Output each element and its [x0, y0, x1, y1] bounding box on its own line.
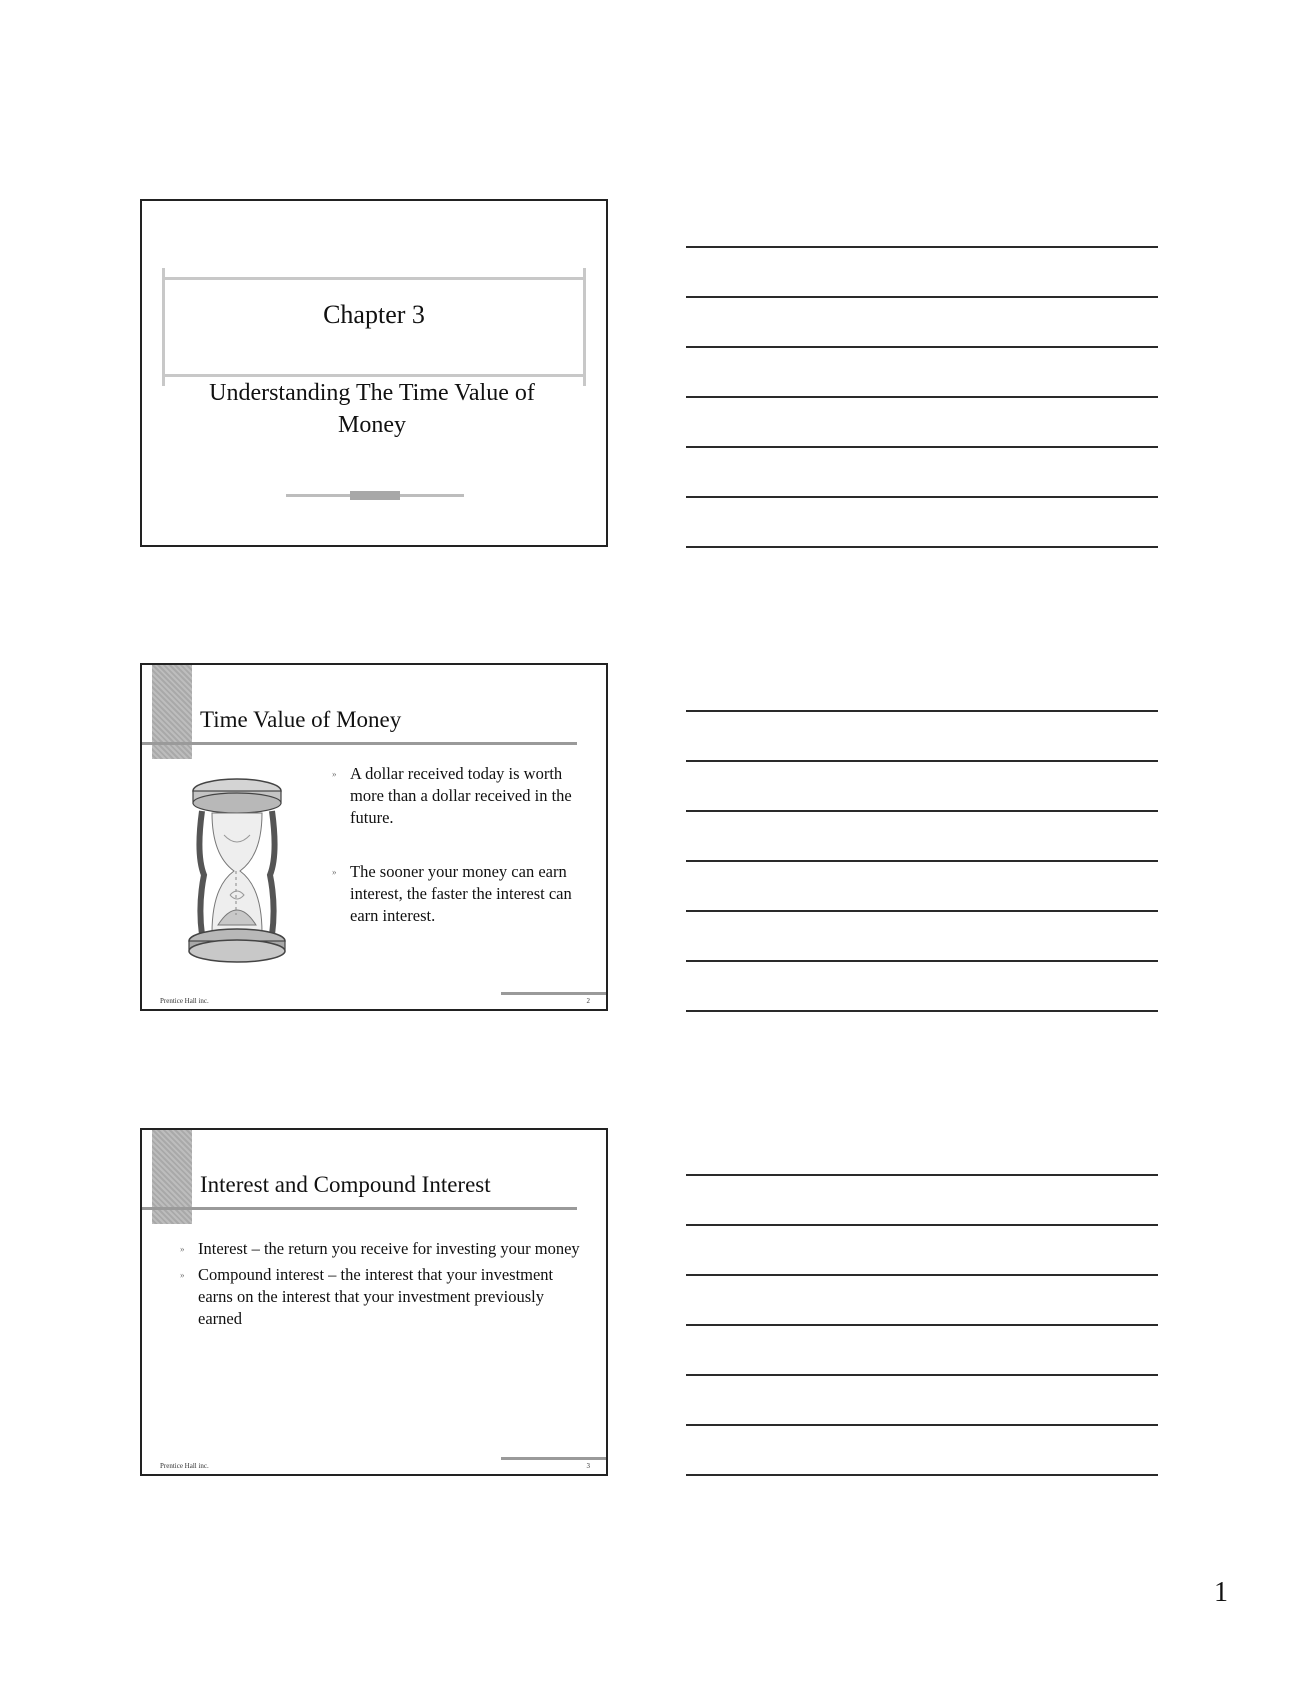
note-line — [686, 810, 1158, 812]
bullet-item — [332, 861, 572, 927]
slide-title: Time Value of Money — [200, 707, 402, 732]
slide-3-thumbnail — [140, 1128, 608, 1476]
bullet-item — [180, 1238, 580, 1260]
note-line — [686, 1224, 1158, 1226]
title-decoration — [286, 494, 464, 497]
bullet-item — [332, 763, 572, 829]
note-line — [686, 1324, 1158, 1326]
slide-2-thumbnail — [140, 663, 608, 1011]
hourglass-icon — [182, 775, 292, 967]
note-line — [686, 1424, 1158, 1426]
note-line — [686, 446, 1158, 448]
bullet-list — [180, 1238, 580, 1334]
slide-number: 2 — [586, 997, 590, 1005]
note-line — [686, 346, 1158, 348]
bullet-text: Compound interest – the interest that your investment earns on the interest that your investment previously earned — [198, 1265, 554, 1328]
footer-rule — [501, 1457, 606, 1460]
footer-rule — [501, 992, 606, 995]
note-line — [686, 860, 1158, 862]
slide-1-thumbnail — [140, 199, 608, 547]
note-line — [686, 1474, 1158, 1476]
note-line — [686, 760, 1158, 762]
note-line — [686, 710, 1158, 712]
note-line — [686, 296, 1158, 298]
bullet-item — [180, 1264, 580, 1330]
note-line — [686, 910, 1158, 912]
page-number: 1 — [1214, 1577, 1228, 1608]
bullet-text: Interest – the return you receive for investing your money — [198, 1239, 580, 1258]
notes-lines-3 — [686, 1174, 1158, 1524]
bullet-list — [332, 763, 572, 959]
slide-footer: Prentice Hall inc. — [160, 997, 209, 1005]
bullet-icon: » — [332, 867, 337, 877]
note-line — [686, 960, 1158, 962]
bullet-text: A dollar received today is worth more than a dollar received in the future. — [350, 764, 572, 827]
bullet-icon: » — [180, 1244, 185, 1254]
note-line — [686, 396, 1158, 398]
note-line — [686, 546, 1158, 548]
note-line — [686, 1274, 1158, 1276]
slide-title: Interest and Compound Interest — [200, 1172, 491, 1197]
bullet-text: The sooner your money can earn interest, the faster the interest can earn interest. — [350, 862, 572, 925]
note-line — [686, 496, 1158, 498]
note-line — [686, 246, 1158, 248]
notes-lines-2 — [686, 710, 1158, 1060]
heading-rule — [142, 1207, 577, 1210]
chapter-subtitle: Understanding The Time Value of Money — [209, 380, 535, 438]
chapter-title: Chapter 3 — [323, 300, 425, 329]
note-line — [686, 1174, 1158, 1176]
heading-rule — [142, 742, 577, 745]
slide-footer: Prentice Hall inc. — [160, 1462, 209, 1470]
bullet-icon: » — [332, 769, 337, 779]
slide-number: 3 — [586, 1462, 590, 1470]
notes-lines-1 — [686, 246, 1158, 596]
note-line — [686, 1374, 1158, 1376]
bullet-icon: » — [180, 1270, 185, 1280]
note-line — [686, 1010, 1158, 1012]
